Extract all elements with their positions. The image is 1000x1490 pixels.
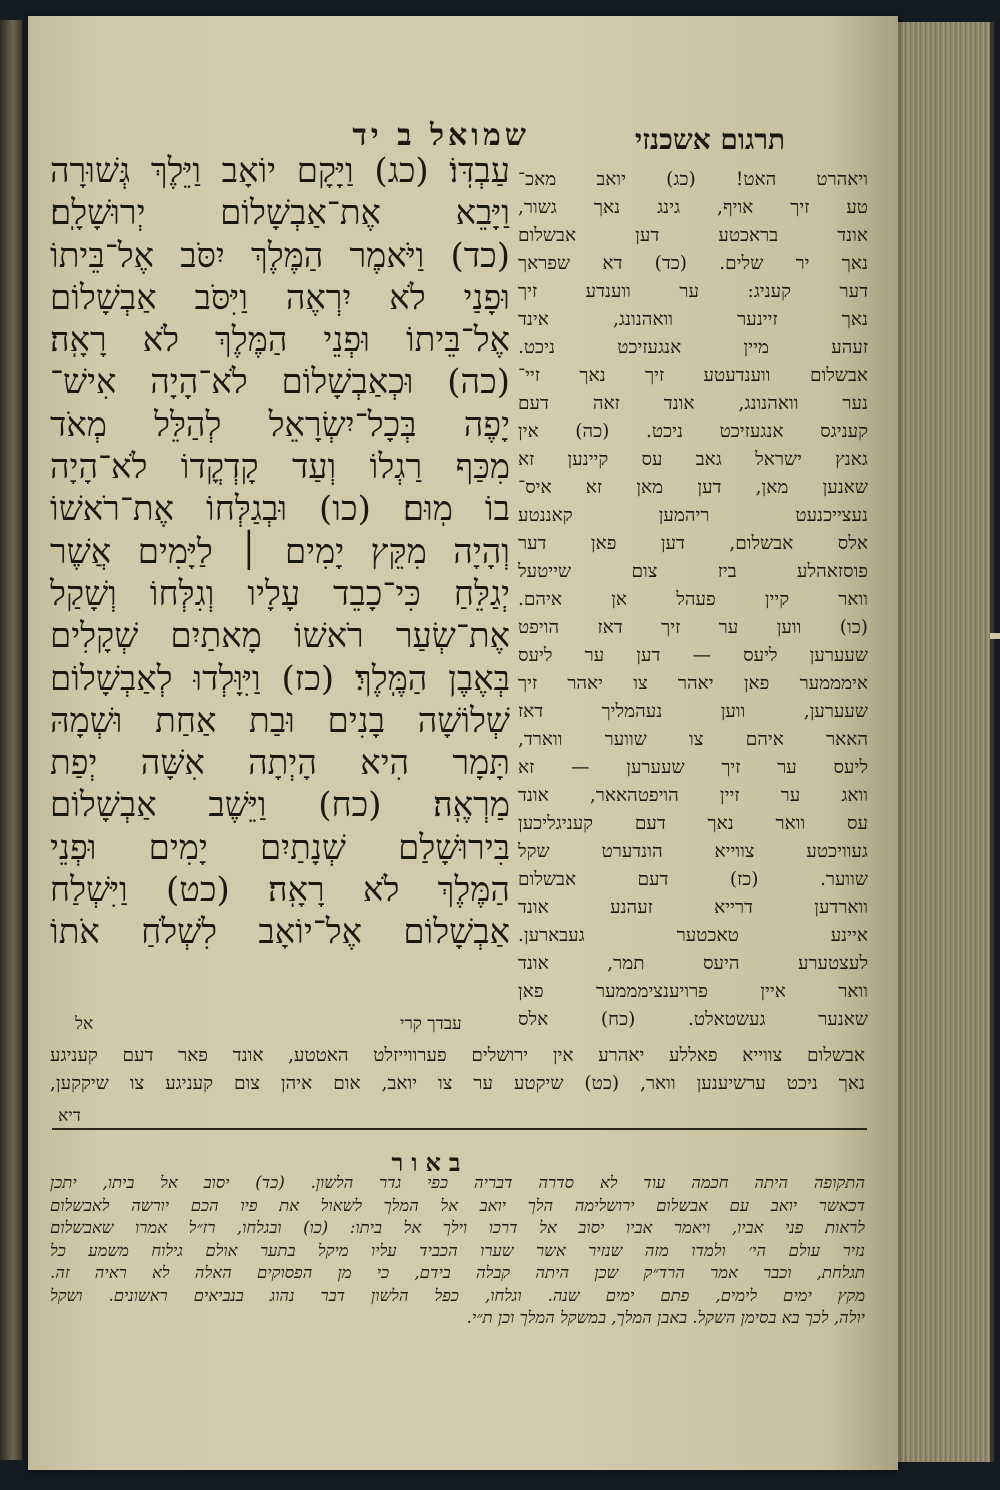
biur-line: דכאשר יואב עם אבשלום ירושלימה הלך יואב אל המלך לשאול את פיו הכם יורשה לאבשלום bbox=[50, 1195, 865, 1215]
kri-note-left: אל bbox=[75, 1014, 94, 1034]
targum-line: וואג ער זיין הויפטהאאר, אונד bbox=[518, 785, 868, 806]
main-text-line: וּפָנַי לֹא יִרְאֶה וַיִּסֹּב אַבְשָׁלוֹם bbox=[50, 277, 510, 318]
targum-line: נאך זיינער וואהנונג, אינד bbox=[518, 309, 868, 330]
targum-line: אבשלום צווייא פאללע יאהרע אין ירושלים פערווייזלט האטטע, אונד פאר דעם קעניגע bbox=[50, 1045, 865, 1066]
main-text-line: תָּמָר הִיא הָיְתָה אִשָּׁה יְפַת bbox=[50, 743, 510, 784]
targum-line: גאנץ ישראל גאב עס קיינען זא bbox=[518, 449, 868, 470]
targum-title: תרגום אשכנזי bbox=[634, 123, 786, 156]
targum-line: אבשלום ווענדעטע זיך נאך זיי־ bbox=[518, 365, 868, 386]
main-text-line: בִּירוּשָׁלַם שְׁנָתַיִם יָמִים וּפְנֵי bbox=[50, 827, 510, 868]
targum-line: דער קעניג: ער ווענדע זיך bbox=[518, 281, 868, 302]
biur-line: לראות פני אביו, ויאמר אביו יסוב אל דרכו וילך אל ביתו: (כו) ובגלחו, רז״ל אמרו שאבשלום bbox=[50, 1218, 865, 1237]
targum-line: נער וואהנונג, אונד זאה דעם bbox=[518, 393, 868, 414]
section-divider bbox=[52, 1128, 867, 1130]
targum-line: שווער. (כז) דעם אבשלום bbox=[518, 869, 868, 890]
targum-line: עס וואר נאך דעם קעניגליכען bbox=[518, 813, 868, 834]
targum-line: אלס אבשלום, דען פאן דער bbox=[518, 533, 868, 554]
main-text-line: שְׁלוֹשָׁה בָנִים וּבַת אַחַת וּשְׁמָהּ bbox=[50, 700, 510, 741]
targum-line: ליעס ער זיך שעערען — זא bbox=[518, 757, 868, 778]
targum-line: פוסזאהלע ביז צום שייטעל bbox=[518, 561, 868, 582]
targum-line: נאך ניכט ערשיענען וואר, (כט) שיקטע ער צו יואב, אום איהן צום קעניגע צו שיקקען, bbox=[50, 1073, 865, 1094]
main-text-column bbox=[50, 150, 510, 954]
targum-line: זעהע מיין אנגעזיכט ניכט. bbox=[518, 337, 868, 358]
targum-line: שעערען, ווען נעהמליך דאז bbox=[518, 701, 868, 722]
main-text-line: מַרְאֶֽה׃ (כח) וַיֵּשֶׁב אַבְשָׁלוֹם bbox=[50, 785, 510, 826]
targum-line: שאנער געשטאלט. (כח) אלס bbox=[518, 1009, 868, 1030]
biur-commentary bbox=[50, 1172, 865, 1330]
targum-line: וואר איין פרויענצימממער פאן bbox=[518, 981, 868, 1002]
running-head: שמואל ב יד bbox=[352, 118, 530, 153]
kri-note-right: עבדך קרי bbox=[400, 1014, 462, 1034]
previous-page-edge bbox=[0, 20, 22, 1460]
main-text-line: (כה) וּכְאַבְשָׁלוֹם לֹא־הָיָה אִישׁ־ bbox=[50, 362, 510, 403]
main-text-line: (כד) וַיֹּאמֶר הַמֶּלֶךְ יִסֹּב אֶל־בֵּיתוֹ bbox=[50, 235, 510, 276]
targum-line: וואר קיין פעהל אן איהם. bbox=[518, 589, 868, 610]
main-text-line: יְגַלֵּחַ כִּי־כָבֵד עָלָיו וְגִלְּחוֹ וְשָׁקַל bbox=[50, 573, 510, 614]
targum-line: (כו) ווען ער זיך דאז הויפט bbox=[518, 617, 868, 638]
targum-line: שאנען מאן, דען מאן זא איס־ bbox=[518, 477, 868, 498]
targum-line: קעניגס אנגעזיכט ניכט. (כה) אין bbox=[518, 421, 868, 442]
main-text-line: וַיָּבֵא אֶת־אַבְשָׁלוֹם יְרוּשָׁלָֽם׃ bbox=[50, 193, 510, 234]
biur-line: מקץ ימים לימים, פתם ימים שנה. וגלחו, כפל הלשון דבר נהוג בנביאים ראשונים. ושקל bbox=[50, 1285, 865, 1305]
targum-line: נעצייכנעט ריהמען קאננטע bbox=[518, 505, 868, 526]
main-text-line: מִכַּף רַגְלוֹ וְעַד קָדְקֳדוֹ לֹא־הָיָה bbox=[50, 447, 510, 488]
page-stack-edge bbox=[892, 22, 994, 1462]
targum-line: איינע טאכטער געבארען. bbox=[518, 925, 868, 946]
targum-line: ווארדען דרייא זעהנע אונד bbox=[518, 897, 868, 918]
targum-line: ויאהרט האט! (כג) יואב מאכ־ bbox=[518, 169, 868, 190]
page-marker bbox=[990, 633, 1000, 639]
main-text-line: בְּאֶבֶן הַמֶּֽלֶךְ׃ (כז) וַיִּוָּלְדוּ לְאַבְשָׁלוֹם bbox=[50, 658, 510, 699]
targum-column bbox=[518, 166, 868, 1034]
main-text-line: יָפֶה בְּכָל־יִשְׂרָאֵל לְהַלֵּל מְאֹד bbox=[50, 404, 510, 445]
biur-line: נזיר עולם הי׳ ולמדו מזה שנזיר אשר שערו הכביד עליו מיקל בתער אולם גילוח משמע כל bbox=[50, 1240, 865, 1260]
targum-line: טע זיך אויף, גינג נאך גשור, bbox=[518, 197, 868, 218]
targum-line: געוויכטע צווייא הונדערט שקל bbox=[518, 841, 868, 862]
main-text-line: הַמֶּלֶךְ לֹא רָאָֽה׃ (כט) וַיִּשְׁלַח bbox=[50, 870, 510, 911]
main-text-line: אֶת־שְׂעַר רֹאשׁוֹ מָאתַיִם שְׁקָלִים bbox=[50, 616, 510, 657]
main-text-line: עַבְדּֽוֹ׃ (כג) וַיָּקָם יוֹאָב וַיֵּלֶךְ גְּשׁוּרָה bbox=[50, 151, 510, 191]
targum-line: לעצטערע היעס תמר, אונד bbox=[518, 953, 868, 974]
biur-line: תגלחת, וכבר אמר הרד״ק שכן היתה קבלה בידם, כי מן הפסוקים האלה לא ראיה זה. bbox=[50, 1263, 865, 1282]
biur-line: התקופה היתה חכמה עוד לא סדרה דבריה כפי גדר הלשון. (כד) יסוב אל ביתו, יתכן bbox=[50, 1173, 865, 1192]
targum-line: שעערען ליעס — דען ער ליעס bbox=[518, 645, 868, 666]
main-text-line: אַבְשָׁלוֹם אֶל־יוֹאָב לִשְׁלֹחַ אֹתוֹ bbox=[50, 912, 510, 953]
catchword: דיא bbox=[58, 1106, 81, 1126]
targum-line: אונד בראכטע דען אבשלום bbox=[518, 225, 868, 246]
main-text-line: בוֹ מֽוּם׃ (כו) וּבְגַלְּחוֹ אֶת־רֹאשׁוֹ bbox=[50, 489, 510, 530]
targum-line: האאר איהם צו שווער ווארד, bbox=[518, 729, 868, 750]
biur-title: באור bbox=[391, 1148, 469, 1177]
kri-notes bbox=[50, 1014, 510, 1038]
targum-full-width-lines bbox=[50, 1042, 865, 1098]
targum-line: אימממער פאן יאהר צו יאהר זיך bbox=[518, 673, 868, 694]
main-text-line: אֶל־בֵּיתוֹ וּפְנֵי הַמֶּלֶךְ לֹא רָאָֽה׃ bbox=[50, 320, 510, 361]
biur-line: יולה, לכך בא בסימן השקל. באבן המלך, במשקל המלך וכן ת״י. bbox=[466, 1308, 865, 1327]
main-text-line: וְהָיָה מִקֵּץ יָמִים ׀ לַיָּמִים אֲשֶׁר bbox=[50, 531, 510, 572]
targum-line: נאך יר שלים. (כד) דא שפראך bbox=[518, 253, 868, 274]
